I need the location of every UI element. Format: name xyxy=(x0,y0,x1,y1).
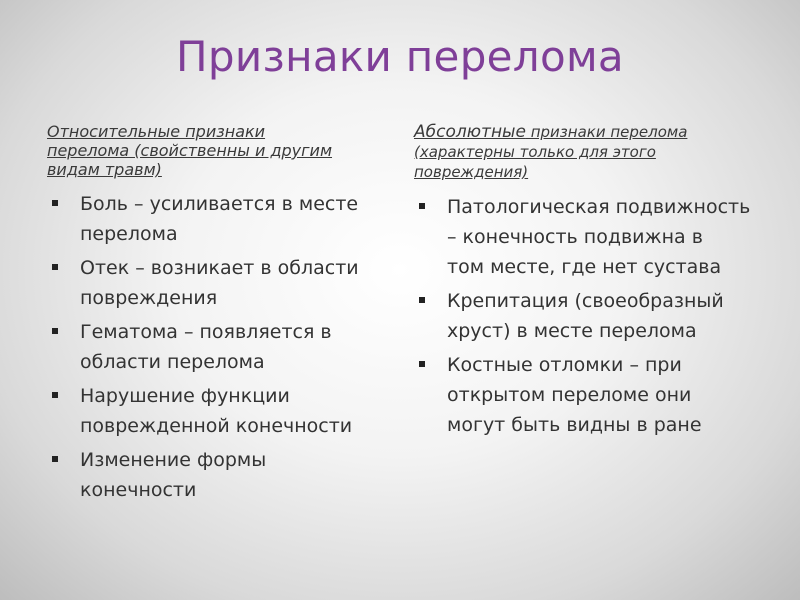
relative-signs-list xyxy=(47,189,387,505)
item-line: открытом переломе они xyxy=(447,384,692,406)
relative-signs-heading xyxy=(47,122,387,179)
item-line: могут быть видны в ране xyxy=(447,414,702,436)
item-line: Боль – усиливается в месте xyxy=(80,193,359,215)
list-item xyxy=(47,253,387,313)
item-line: перелома xyxy=(80,223,178,245)
heading-line: видам травм) xyxy=(47,160,162,179)
heading-word: Абсолютные xyxy=(414,122,526,142)
item-line: – конечность подвижна в xyxy=(447,226,703,248)
absolute-signs-heading xyxy=(414,122,774,182)
heading-line: повреждения) xyxy=(414,163,529,181)
item-line: Патологическая подвижность xyxy=(447,196,751,218)
absolute-signs-list xyxy=(414,192,774,440)
list-item xyxy=(47,445,387,505)
heading-line: перелома (свойственны и другим xyxy=(47,141,333,160)
item-line: Крепитация (своеобразный xyxy=(447,290,724,312)
item-line: Изменение формы xyxy=(80,449,267,471)
item-line: том месте, где нет сустава xyxy=(447,256,722,278)
bullet-icon xyxy=(52,456,58,462)
item-line: Костные отломки – при xyxy=(447,354,682,376)
item-line: конечности xyxy=(80,479,197,501)
list-item xyxy=(414,286,774,346)
bullet-icon xyxy=(52,200,58,206)
list-item xyxy=(47,189,387,249)
list-item xyxy=(414,192,774,282)
item-line: области перелома xyxy=(80,351,265,373)
list-item xyxy=(47,381,387,441)
item-line: поврежденной конечности xyxy=(80,415,353,437)
item-line: повреждения xyxy=(80,287,218,309)
relative-signs-column xyxy=(47,122,387,509)
list-item xyxy=(47,317,387,377)
bullet-icon xyxy=(52,264,58,270)
slide-title: Признаки перелома xyxy=(176,32,624,81)
bullet-icon xyxy=(419,297,425,303)
heading-line: признаки перелома xyxy=(525,123,688,141)
bullet-icon xyxy=(52,392,58,398)
list-item xyxy=(414,350,774,440)
heading-line: (характерны только для этого xyxy=(414,143,656,161)
heading-line: Относительные признаки xyxy=(47,122,266,141)
item-line: Гематома – появляется в xyxy=(80,321,332,343)
item-line: хруст) в месте перелома xyxy=(447,320,697,342)
item-line: Отек – возникает в области xyxy=(80,257,359,279)
bullet-icon xyxy=(419,203,425,209)
bullet-icon xyxy=(419,361,425,367)
item-line: Нарушение функции xyxy=(80,385,290,407)
absolute-signs-column xyxy=(414,122,774,444)
bullet-icon xyxy=(52,328,58,334)
